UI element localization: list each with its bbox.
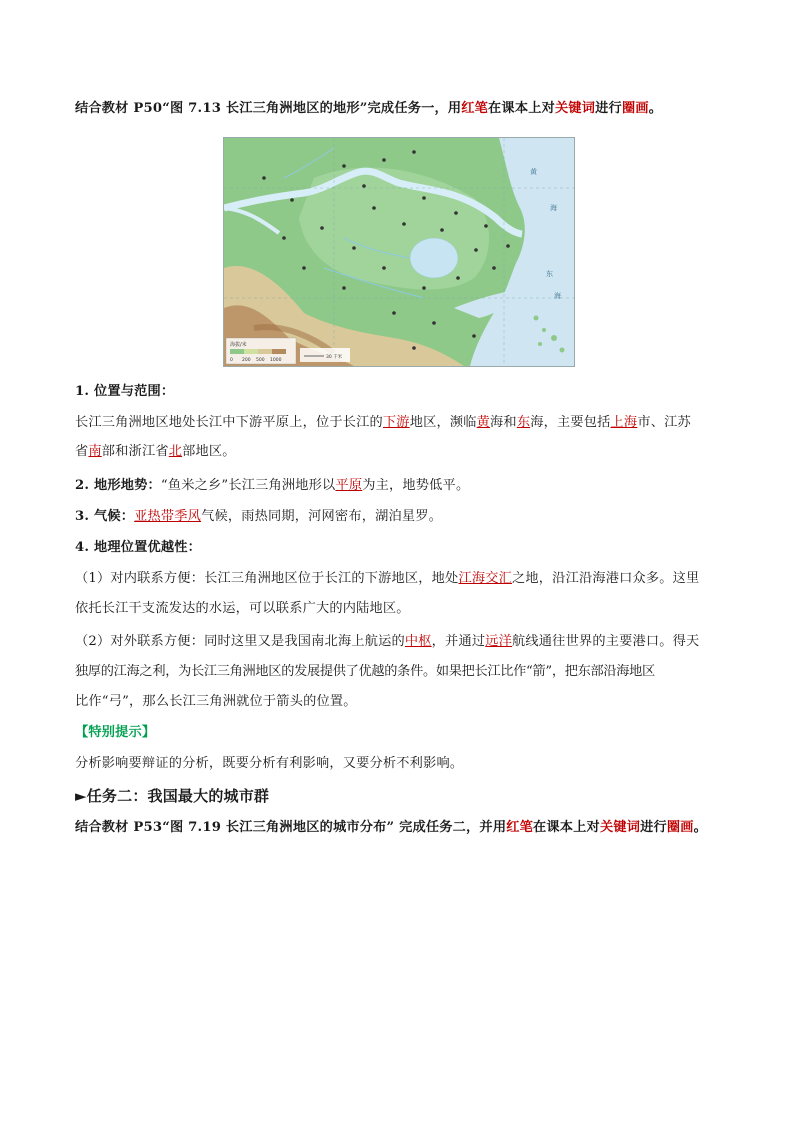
section-4-p1-line-1 [75,569,699,589]
task-text: 进行 [640,820,667,835]
keyword-east: 东 [516,415,531,430]
body-text: 省 [75,444,89,459]
intro-instruction [75,99,662,119]
keyword-ocean: 远洋 [485,634,513,649]
sea-label-hai2: 海 [554,292,561,300]
body-text: 市、江苏 [637,415,691,430]
keyword-yellow: 黄 [476,415,491,430]
body-text: ，并通过 [431,634,486,649]
tip-title: 【特别提示】 [75,725,156,740]
task-text: 结合教材 P53“图 7.19 长江三角洲地区的城市分布” 完成任务二，并用 [75,820,507,835]
body-text: 海，主要包括 [530,415,611,430]
keyword-climate: 亚热带季风 [134,509,202,524]
keyword-river-sea: 江海交汇 [458,571,513,586]
body-text: “鱼米之乡”长江三角洲地形以 [160,478,336,493]
terrain-map-figure [223,137,575,367]
scale-text: 30 千米 [326,355,343,360]
body-text: 部和浙江省 [101,444,169,459]
section-4-p1-line-2: 依托长江干支流发达的水运，可以联系广大的内陆地区。 [75,601,410,616]
section-1-line-1 [75,413,691,433]
keyword-north: 北 [168,444,183,459]
keyword-key-words: 关键词 [599,820,641,835]
map-legend [226,338,296,364]
section-4-p2-line-1 [75,632,699,652]
section-4-p2-line-3: 比作“弓”，那么长江三角洲就位于箭头的位置。 [75,694,357,709]
body-text: （1）对内联系方便：长江三角洲地区位于长江的下游地区，地处 [75,571,459,586]
section-2 [75,476,469,496]
section-1-title: 1. 位置与范围： [75,384,175,399]
section-4-title: 4. 地理位置优越性： [75,540,202,555]
body-text: （2）对外联系方便：同时这里又是我国南北海上航运的 [75,634,405,649]
legend-tick: 1000 [270,358,282,363]
legend-tick: 200 [242,358,251,363]
sea-label-hai: 海 [550,204,557,212]
keyword-plain: 平原 [335,478,363,493]
sea-label-dong: 东 [546,270,553,278]
keyword-red-pen: 红笔 [506,820,533,835]
keyword-key-words: 关键词 [554,101,596,116]
terrain-map [224,138,574,366]
legend-tick: 0 [230,358,233,363]
sea-label-huang: 黄 [530,168,537,176]
section-2-title: 2. 地形地势： [75,478,161,493]
section-3-title: 3. 气候： [75,509,135,524]
keyword-circle: 圈画 [621,101,649,116]
map-scale-bar [300,348,350,362]
keyword-shanghai: 上海 [610,415,638,430]
task-2-instruction [75,818,707,838]
body-text: 部地区。 [182,444,236,459]
keyword-circle: 圈画 [666,820,694,835]
intro-text: 进行 [595,101,622,116]
section-1-line-2 [75,442,236,462]
tip-text: 分析影响要辩证的分析，既要分析有利影响，又要分析不利影响。 [75,756,464,771]
body-text: 长江三角洲地区地处长江中下游平原上，位于长江的 [75,415,383,430]
intro-text: 在课本上对 [488,101,555,116]
task-text: 在课本上对 [533,820,600,835]
intro-text: 。 [648,101,663,116]
keyword-red-pen: 红笔 [461,101,489,116]
body-text: 地区，濒临 [409,415,477,430]
intro-text: 结合教材 P50“图 7.13 长江三角洲地区的地形”完成任务一，用 [75,101,462,116]
body-text: 海和 [490,415,517,430]
task-text: 。 [693,820,708,835]
legend-tick: 500 [256,358,265,363]
body-text: 气候，雨热同期，河网密布，湖泊星罗。 [201,509,443,524]
body-text: 为主，地势低平。 [362,478,470,493]
section-4-p2-line-2: 独厚的江海之利，为长江三角洲地区的发展提供了优越的条件。如果把长江比作“箭”，把东部沿海地区 [75,664,655,679]
keyword-hub: 中枢 [404,634,432,649]
keyword-downstream: 下游 [382,415,410,430]
task-2-heading: ►任务二：我国最大的城市群 [75,787,270,805]
body-text: 航线通往世界的主要港口。得天 [512,634,700,649]
body-text: 之地，沿江沿海港口众多。这里 [512,571,700,586]
section-3 [75,507,442,527]
legend-title: 海拔/米 [230,342,247,348]
keyword-south: 南 [88,444,102,459]
